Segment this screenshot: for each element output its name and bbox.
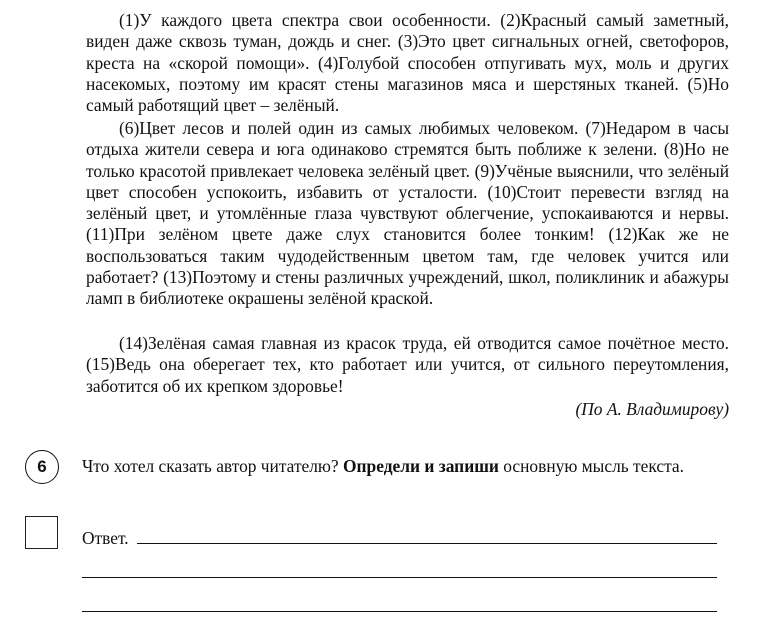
question-start: Что хотел сказать автор читателю? xyxy=(82,456,343,476)
text-paragraph-3: (14)Зелёная самая главная из красок труда, ей отводится самое почётное место. (15)Ведь она оберегает тех, кто работает или учится, от сильного переутомления, заботится об их крепком здоровье! xyxy=(86,333,729,396)
answer-checkbox[interactable] xyxy=(25,516,58,549)
question-end: основную мысль текста. xyxy=(498,456,684,476)
reading-text xyxy=(86,10,729,116)
answer-label: Ответ. xyxy=(82,528,129,548)
author-attribution: (По А. Владимирову) xyxy=(575,399,729,419)
reading-text-3 xyxy=(86,333,729,397)
task-number: 6 xyxy=(37,457,47,476)
answer-line-1[interactable] xyxy=(137,543,717,544)
answer-line-2[interactable] xyxy=(82,577,717,578)
task-question xyxy=(82,456,727,478)
answer-line-3[interactable] xyxy=(82,611,717,612)
question-bold: Определи и запиши xyxy=(343,456,499,476)
task-number-badge xyxy=(25,450,59,484)
text-paragraph-2: (6)Цвет лесов и полей один из самых любимых человеком. (7)Недаром в часы отдыха жители севера и юга одинаково стремятся быть поближе к зелени. (8)Но не только красотой привлекает человека зелёный цвет. (9)Учёные выяснили, что зелёный цвет способен успокоить, избавить от усталости. (10)Стоит перевести взгляд на зелёный цвет, и утомлённые глаза чувствуют облегчение, успокаиваются и нервы. (11)При зелёном цвете даже слух становится более тонким! (12)Как же не воспользоваться таким чудодейственным цветом там, где человек учится или работает? (13)Поэтому и стены различных учреждений, школ, поликлиник и абажуры ламп в библиотеке окрашены зелёной краской. xyxy=(86,118,729,309)
text-paragraph-1: (1)У каждого цвета спектра свои особенности. (2)Красный самый заметный, виден даже сквозь туман, дождь и снег. (3)Это цвет сигнальных огней, светофоров, креста на «скорой помощи». (4)Голубой способен отпугивать мух, моль и других насекомых, поэтому им красят стены магазинов мяса и шерстяных тканей. (5)Но самый работящий цвет – зелёный. xyxy=(86,10,729,116)
reading-text-2 xyxy=(86,118,729,310)
